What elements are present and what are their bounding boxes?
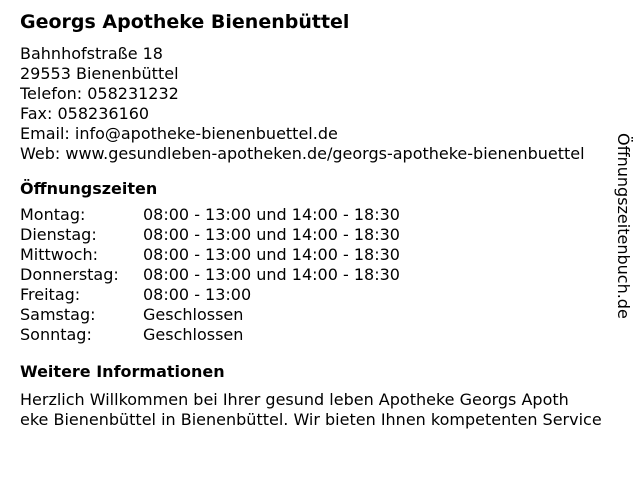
hours-row-monday bbox=[20, 205, 620, 225]
phone-number[interactable]: Telefon: 058231232 bbox=[20, 84, 179, 103]
hours-time-value: 08:00 - 13:00 bbox=[143, 285, 252, 304]
hours-day-label: Montag: bbox=[20, 205, 86, 224]
pharmacy-name: Georgs Apotheke Bienenbüttel bbox=[20, 11, 350, 33]
hours-time-value: Geschlossen bbox=[143, 325, 244, 344]
hours-day-label: Sonntag: bbox=[20, 325, 92, 344]
hours-time-value: 08:00 - 13:00 und 14:00 - 18:30 bbox=[143, 205, 400, 224]
email-link[interactable]: Email: info@apotheke-bienenbuettel.de bbox=[20, 124, 338, 143]
hours-row-friday bbox=[20, 285, 620, 305]
further-info-line: eke Bienenbüttel in Bienenbüttel. Wir bieten Ihnen kompetenten Service bbox=[20, 410, 602, 429]
opening-hours-heading: Öffnungszeiten bbox=[20, 179, 158, 198]
further-info-heading: Weitere Informationen bbox=[20, 362, 225, 381]
hours-day-label: Donnerstag: bbox=[20, 265, 119, 284]
hours-row-thursday bbox=[20, 265, 620, 285]
hours-row-sunday bbox=[20, 325, 620, 345]
hours-row-tuesday bbox=[20, 225, 620, 245]
further-info-text bbox=[20, 390, 620, 430]
hours-row-saturday bbox=[20, 305, 620, 325]
hours-day-label: Dienstag: bbox=[20, 225, 97, 244]
opening-hours-table bbox=[20, 205, 620, 345]
pharmacy-card bbox=[20, 10, 620, 430]
site-watermark: Öffnungszeitenbuch.de bbox=[614, 133, 633, 319]
fax-number: Fax: 058236160 bbox=[20, 104, 150, 123]
postal-city: 29553 Bienenbüttel bbox=[20, 64, 179, 83]
website-link[interactable]: Web: www.gesundleben-apotheken.de/georgs-apotheke-bienenbuettel bbox=[20, 144, 585, 163]
address-block bbox=[20, 44, 620, 164]
hours-time-value: 08:00 - 13:00 und 14:00 - 18:30 bbox=[143, 225, 400, 244]
hours-time-value: 08:00 - 13:00 und 14:00 - 18:30 bbox=[143, 265, 400, 284]
hours-time-value: Geschlossen bbox=[143, 305, 244, 324]
further-info-line: Herzlich Willkommen bei Ihrer gesund leben Apotheke Georgs Apoth bbox=[20, 390, 569, 409]
hours-time-value: 08:00 - 13:00 und 14:00 - 18:30 bbox=[143, 245, 400, 264]
hours-day-label: Samstag: bbox=[20, 305, 96, 324]
hours-day-label: Freitag: bbox=[20, 285, 81, 304]
hours-day-label: Mittwoch: bbox=[20, 245, 98, 264]
street-address: Bahnhofstraße 18 bbox=[20, 44, 163, 63]
hours-row-wednesday bbox=[20, 245, 620, 265]
